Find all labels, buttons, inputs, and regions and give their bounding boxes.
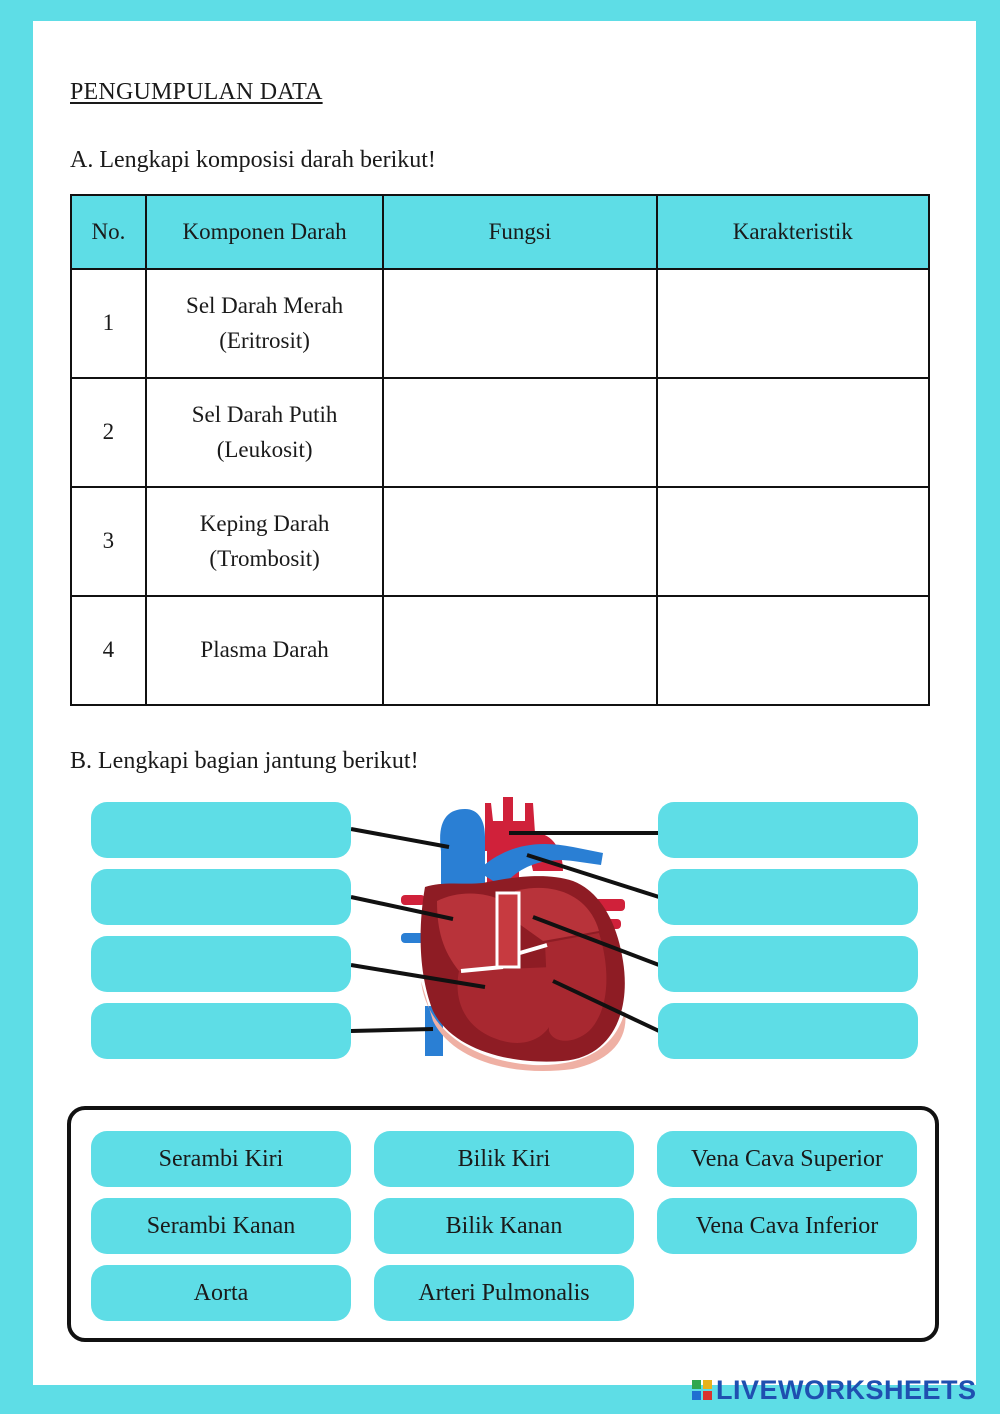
component-line1: Sel Darah Merah: [186, 293, 344, 318]
component-line1: Keping Darah: [199, 511, 330, 536]
answer-box-right-3[interactable]: [658, 936, 918, 992]
header-characteristic: Karakteristik: [657, 195, 929, 269]
answer-box-right-2[interactable]: [658, 869, 918, 925]
row-number: 4: [71, 596, 146, 705]
option-serambi-kanan[interactable]: Serambi Kanan: [91, 1198, 351, 1254]
heart-illustration-icon: [351, 797, 659, 1071]
option-vena-cava-inferior[interactable]: Vena Cava Inferior: [657, 1198, 917, 1254]
row-number: 2: [71, 378, 146, 487]
section-a-heading: A. Lengkapi komposisi darah berikut!: [70, 147, 436, 173]
header-no: No.: [71, 195, 146, 269]
component-line1: Plasma Darah: [200, 637, 329, 663]
option-aorta[interactable]: Aorta: [91, 1265, 351, 1321]
row-number: 3: [71, 487, 146, 596]
header-function: Fungsi: [383, 195, 656, 269]
answer-box-right-4[interactable]: [658, 1003, 918, 1059]
answer-box-left-4[interactable]: [91, 1003, 351, 1059]
option-bilik-kiri[interactable]: Bilik Kiri: [374, 1131, 634, 1187]
worksheet-page: [33, 21, 976, 1385]
component-line2: (Trombosit): [209, 545, 320, 571]
page-title: PENGUMPULAN DATA: [70, 79, 323, 105]
logo-grid-icon: [692, 1380, 712, 1400]
header-component: Komponen Darah: [146, 195, 384, 269]
option-vena-cava-superior[interactable]: Vena Cava Superior: [657, 1131, 917, 1187]
answer-box-left-3[interactable]: [91, 936, 351, 992]
liveworksheets-logo: [692, 1374, 977, 1406]
option-arteri-pulmonalis[interactable]: Arteri Pulmonalis: [374, 1265, 634, 1321]
section-b-heading: B. Lengkapi bagian jantung berikut!: [70, 748, 419, 774]
option-serambi-kiri[interactable]: Serambi Kiri: [91, 1131, 351, 1187]
component-line2: (Leukosit): [216, 436, 313, 462]
component-line2: (Eritrosit): [219, 327, 310, 353]
option-bilik-kanan[interactable]: Bilik Kanan: [374, 1198, 634, 1254]
answer-box-left-1[interactable]: [91, 802, 351, 858]
component-line1: Sel Darah Putih: [191, 402, 338, 427]
answer-box-right-1[interactable]: [658, 802, 918, 858]
answer-box-left-2[interactable]: [91, 869, 351, 925]
brand-name: LIVEWORKSHEETS: [716, 1374, 977, 1405]
row-number: 1: [71, 269, 146, 378]
